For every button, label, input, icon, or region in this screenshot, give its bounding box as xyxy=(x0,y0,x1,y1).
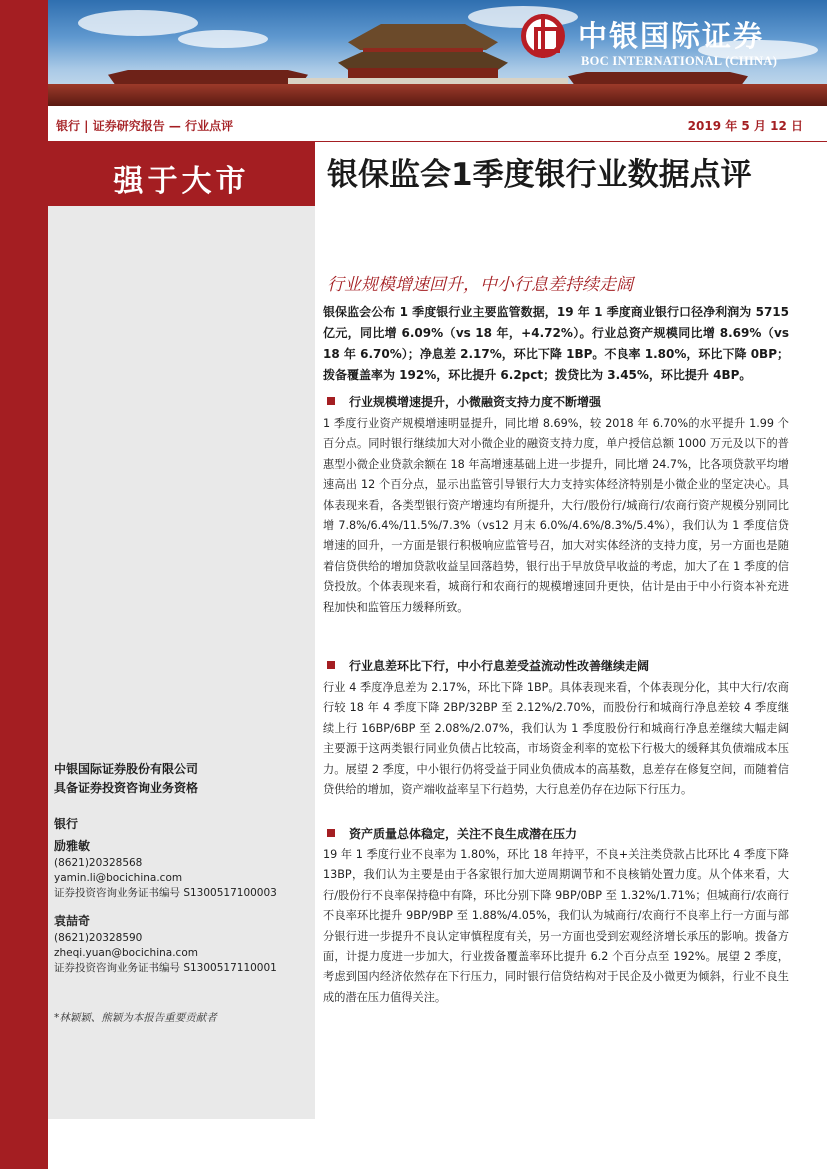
brand-name-cn: 中银国际证券 xyxy=(578,19,765,53)
analyst-phone: (8621)20328568 xyxy=(54,857,143,869)
section-heading-text: 行业息差环比下行，中小行息差受益流动性改善继续走阔 xyxy=(349,659,650,673)
sector-label: 银行 xyxy=(54,817,79,831)
section-heading-text: 资产质量总体稳定，关注不良生成潜在压力 xyxy=(349,827,578,841)
left-accent-bar xyxy=(0,0,48,1169)
analyst-name: 袁喆奇 xyxy=(54,914,91,928)
palace-wall-illustration xyxy=(48,84,827,106)
summary-paragraph: 银保监会公布 1 季度银行业主要监管数据，19 年 1 季度商业银行口径净利润为 5715 亿元，同比增 6.09%（vs 18 年，+4.72%）。行业总资产规模同比增 8.69%（vs 18 年 6.70%）；净息差 2.17%，环比下降 1BP。不良率 1.80%，环比下降 0BP；拨备覆盖率为 192%，环比提升 6.2pct；拨贷比为 3.45%，环比提升 4BP。 xyxy=(323,305,789,382)
company-info xyxy=(54,760,198,798)
section-heading xyxy=(327,657,649,674)
palace-roof-illustration xyxy=(348,24,498,50)
rating-label: 强于大市 xyxy=(113,164,250,199)
analyst-license: 证券投资咨询业务证书编号 S1300517110001 xyxy=(54,962,277,974)
analyst-card xyxy=(54,839,277,901)
contributors-note: *林颖颖、熊颖为本报告重要贡献者 xyxy=(54,1012,217,1024)
analyst-phone: (8621)20328590 xyxy=(54,932,143,944)
section-heading xyxy=(327,825,577,842)
report-meta-strip xyxy=(48,106,827,142)
report-subtitle: 行业规模增速回升，中小行息差持续走阔 xyxy=(327,275,633,295)
analyst-email[interactable]: zheqi.yuan@bocichina.com xyxy=(54,947,198,959)
section-heading xyxy=(327,393,601,410)
company-name: 中银国际证券股份有限公司 xyxy=(54,762,199,776)
square-bullet-icon xyxy=(327,829,335,837)
square-bullet-icon xyxy=(327,397,335,405)
company-qualification: 具备证券投资咨询业务资格 xyxy=(54,781,199,795)
analyst-card xyxy=(54,914,277,976)
section-heading-text: 行业规模增速提升，小微融资支持力度不断增强 xyxy=(349,395,602,409)
analyst-email[interactable]: yamin.li@bocichina.com xyxy=(54,872,183,884)
analyst-name: 励雅敏 xyxy=(54,839,91,853)
square-bullet-icon xyxy=(327,661,335,669)
boc-logo-icon xyxy=(521,14,565,58)
report-title: 银保监会1季度银行业数据点评 xyxy=(327,157,752,193)
sidebar xyxy=(48,142,315,1119)
analyst-license: 证券投资咨询业务证书编号 S1300517100003 xyxy=(54,887,277,899)
section-body: 1 季度行业资产规模增速明显提升，同比增 8.69%，较 2018 年 6.70%的水平提升 1.99 个百分点。同时银行继续加大对小微企业的融资支持力度，单户授信总额 1000 万元及以下的普惠型小微企业贷款余额在 18 年高增速基础上进一步提升，同比增 24.7%，比各项贷款平均增速高出 12 个百分点，显示出监管引导银行大力支持实体经济特别是小微企业的坚定决心。具体表现来看，各类型银行资产增速均有所提升，大行/股份行/城商行/农商行资产规模分别同比增 7.8%/6.4%/11.5%/7.3%（vs12 月末 6.0%/4.6%/8.3%/5.4%），我们认为 1 季度信贷增速的回升，一方面是银行积极响应监管号召，加大对实体经济的支持力度，另一方面也是随着信贷供给的增加贷款收益呈回落趋势，银行出于早放贷早收益的考虑，加大了在 1 季度的信贷投放。个体表现来看，城商行和农商行的规模增速回升更快，估计是由于中小行资本补充进程加快和监管压力缓释所致。 xyxy=(323,417,789,614)
rating-box xyxy=(48,142,315,206)
brand-name-en: BOC INTERNATIONAL (CHINA) xyxy=(581,54,778,68)
section-body: 19 年 1 季度行业不良率为 1.80%，环比 18 年持平，不良+关注类贷款占比环比 4 季度下降 13BP，我们认为主要是由于各家银行加大逆周期调节和不良核销处置力度。从个体来看，大行/股份行不良率保持稳中有降，环比分别下降 9BP/0BP 至 1.32%/1.71%；但城商行/农商行不良率环比提升 9BP/9BP 至 1.88%/4.05%，我们认为城商行/农商行不良率上行一方面与部分银行进一步提升不良认定审慎程度有关，另一方面也受到宏观经济增长承压的影响。拨备方面，计提力度进一步加大，行业拨备覆盖率环比提升 6.2 个百分点至 192%。展望 2 季度，考虑到国内经济依然存在下行压力，同时银行信贷结构对于民企及小微更为倾斜，行业不良生成的潜在压力值得关注。 xyxy=(323,848,789,1004)
report-date: 2019 年 5 月 12 日 xyxy=(687,119,803,133)
report-type: 银行 | 证券研究报告 — 行业点评 xyxy=(56,119,234,133)
section-body: 行业 4 季度净息差为 2.17%，环比下降 1BP。具体表现来看，个体表现分化，其中大行/农商行较 18 年 4 季度下降 2BP/32BP 至 2.12%/2.70%，而股份行和城商行净息差较 4 季度继续上行 16BP/6BP 至 2.08%/2.07%，我们认为 1 季度股份行和城商行净息差继续大幅走阔主要源于这两类银行同业负债占比较高，市场资金利率的宽松下行极大的缓释其负债端成本压力。展望 2 季度，中小银行仍将受益于同业负债成本的高基数，息差存在修复空间，而随着信贷供给的增加，资产端收益率呈下行趋势，大行息差仍存在边际下行压力。 xyxy=(323,681,789,797)
